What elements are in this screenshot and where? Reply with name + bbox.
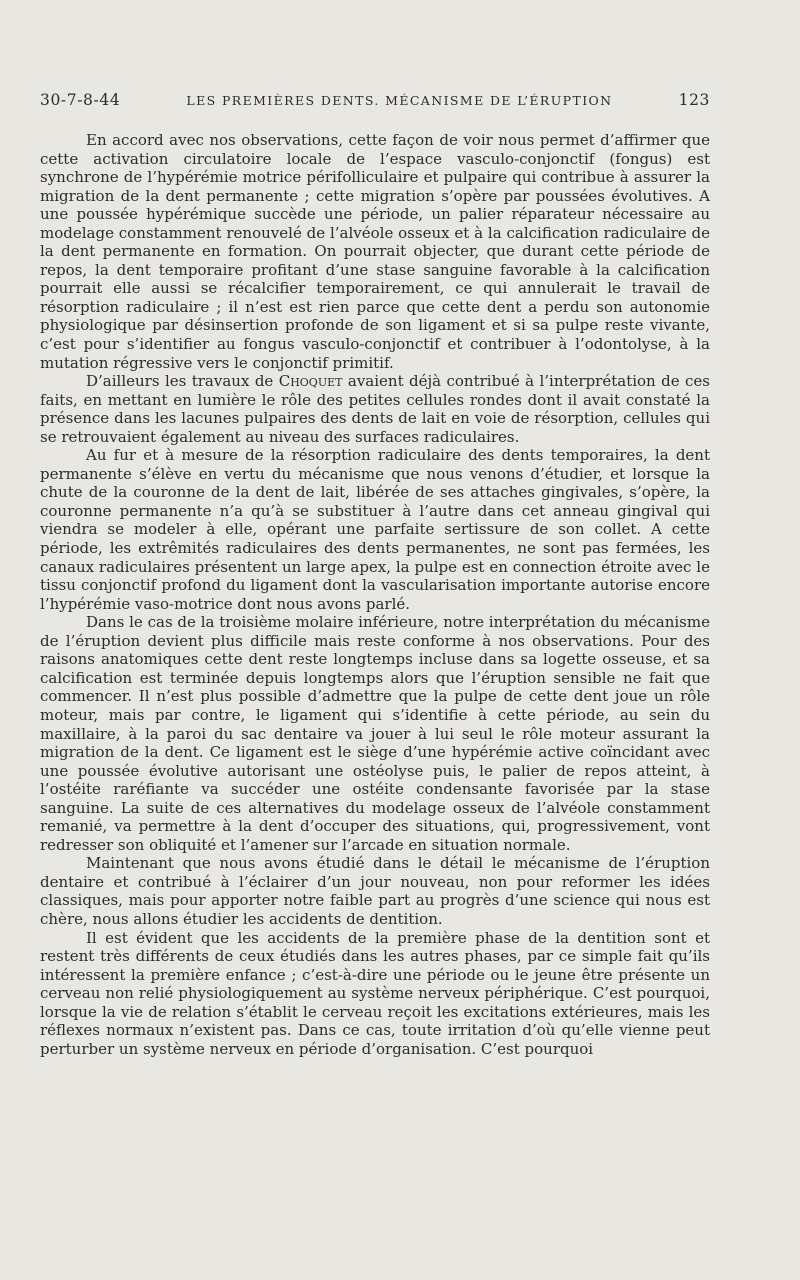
paragraph-1: En accord avec nos observations, cette façon de voir nous permet d’affirmer que cette activation circulatoire locale de l’espace vasculo-conjonctif (fongus) est synchrone de l’hypérémie motrice périfolliculaire et pulpaire qui contribue à assurer la migration de la dent permanente ; cette migration s’opère par poussées évolutives. A une poussée hypérémique succède une période, un palier réparateur nécessaire au modelage constamment renouvelé de l’alvéole osseux et à la calcification radiculaire de la dent permanente en formation. On pourrait objecter, que durant cette période de repos, la dent temporaire profitant d’une stase sanguine favorable à la calcification pourrait elle aussi se récalcifier temporairement, ce qui annulerait le travail de résorption radiculaire ; il n’est est rien parce que cette dent a perdu son autonomie physiologique par désinsertion profonde de son ligament et si sa pulpe reste vivante, c’est pour s’identifier au fongus vasculo-conjonctif et contribuer à l’odontolyse, à la mutation régressive vers le conjonctif primitif.: [40, 131, 710, 372]
paragraph-5: Maintenant que nous avons étudié dans le détail le mécanisme de l’éruption dentaire et contribué à l’éclairer d’un jour nouveau, non pour reformer les idées classiques, mais pour apporter notre faible part au progrès d’une science qui nous est chère, nous allons étudier les accidents de dentition.: [40, 854, 710, 928]
header-reference: 30-7-8-44: [40, 91, 121, 109]
page-number: 123: [678, 91, 710, 109]
paragraph-2: [40, 372, 710, 446]
running-title: LES PREMIÈRES DENTS. MÉCANISME DE L’ÉRUPTION: [186, 93, 613, 108]
paragraph-2-lead: D’ailleurs les travaux de: [86, 372, 279, 391]
paragraph-6: Il est évident que les accidents de la première phase de la dentition sont et restent très différents de ceux étudiés dans les autres phases, par ce simple fait qu’ils intéressent la première enfance ; c’est-à-dire une période ou le jeune être présente un cerveau non relié physiologiquement au système nerveux périphérique. C’est pourquoi, lorsque la vie de relation s’établit le cerveau reçoit les excitations extérieures, mais les réflexes normaux n’existent pas. Dans ce cas, toute irritation d’où qu’elle vienne peut perturber un système nerveux en période d’organisation. C’est pourquoi: [40, 928, 710, 1058]
paragraph-4: Dans le cas de la troisième molaire inférieure, notre interprétation du mécanisme de l’éruption devient plus difficile mais reste conforme à nos observations. Pour des raisons anatomiques cette dent reste longtemps incluse dans sa logette osseuse, et sa calcification est terminée depuis longtemps alors que l’éruption sensible ne fait que commencer. Il n’est plus possible d’admettre que la pulpe de cette dent joue un rôle moteur, mais par contre, le ligament qui s’identifie à cette période, au sein du maxillaire, à la paroi du sac dentaire va jouer à lui seul le rôle moteur assurant la migration de la dent. Ce ligament est le siège d’une hypérémie active coïncidant avec une poussée évolutive autorisant une ostéolyse puis, le palier de repos atteint, à l’ostéite raréfiante va succéder une ostéite condensante favorisée par la stase sanguine. La suite de ces alternatives du modelage osseux de l’alvéole constamment remanié, va permettre à la dent d’occuper des situations, qui, progressivement, vont redresser son obliquité et l’amener sur l’arcade en situation normale.: [40, 613, 710, 854]
paragraph-3: Au fur et à mesure de la résorption radiculaire des dents temporaires, la dent permanente s’élève en vertu du mécanisme que nous venons d’étudier, et lorsque la chute de la couronne de la dent de lait, libérée de ses attaches gingivales, s’opère, la couronne permanente n’a qu’à se substituer à l’autre dans cet anneau gingival qui viendra se modeler à elle, opérant une parfaite sertissure de son collet. A cette période, les extrêmités radiculaires des dents permanentes, ne sont pas fermées, les canaux radiculaires présentent un large apex, la pulpe est en connection étroite avec le tissu conjonctif profond du ligament dont la vascularisation importante autorise encore l’hypérémie vaso-motrice dont nous avons parlé.: [40, 446, 710, 613]
body-text: [40, 131, 710, 1058]
page-header: [40, 91, 710, 109]
paragraph-2-rest: avaient déjà contribué à l’interprétation de ces faits, en mettant en lumière le rôle des petites cellules rondes dont il avait constaté la présence dans les lacunes pulpaires des dents de lait en voie de résorption, cellules qui se retrouvaient également au niveau des surfaces radiculaires.: [40, 372, 710, 446]
author-name: Choquet: [278, 372, 343, 391]
